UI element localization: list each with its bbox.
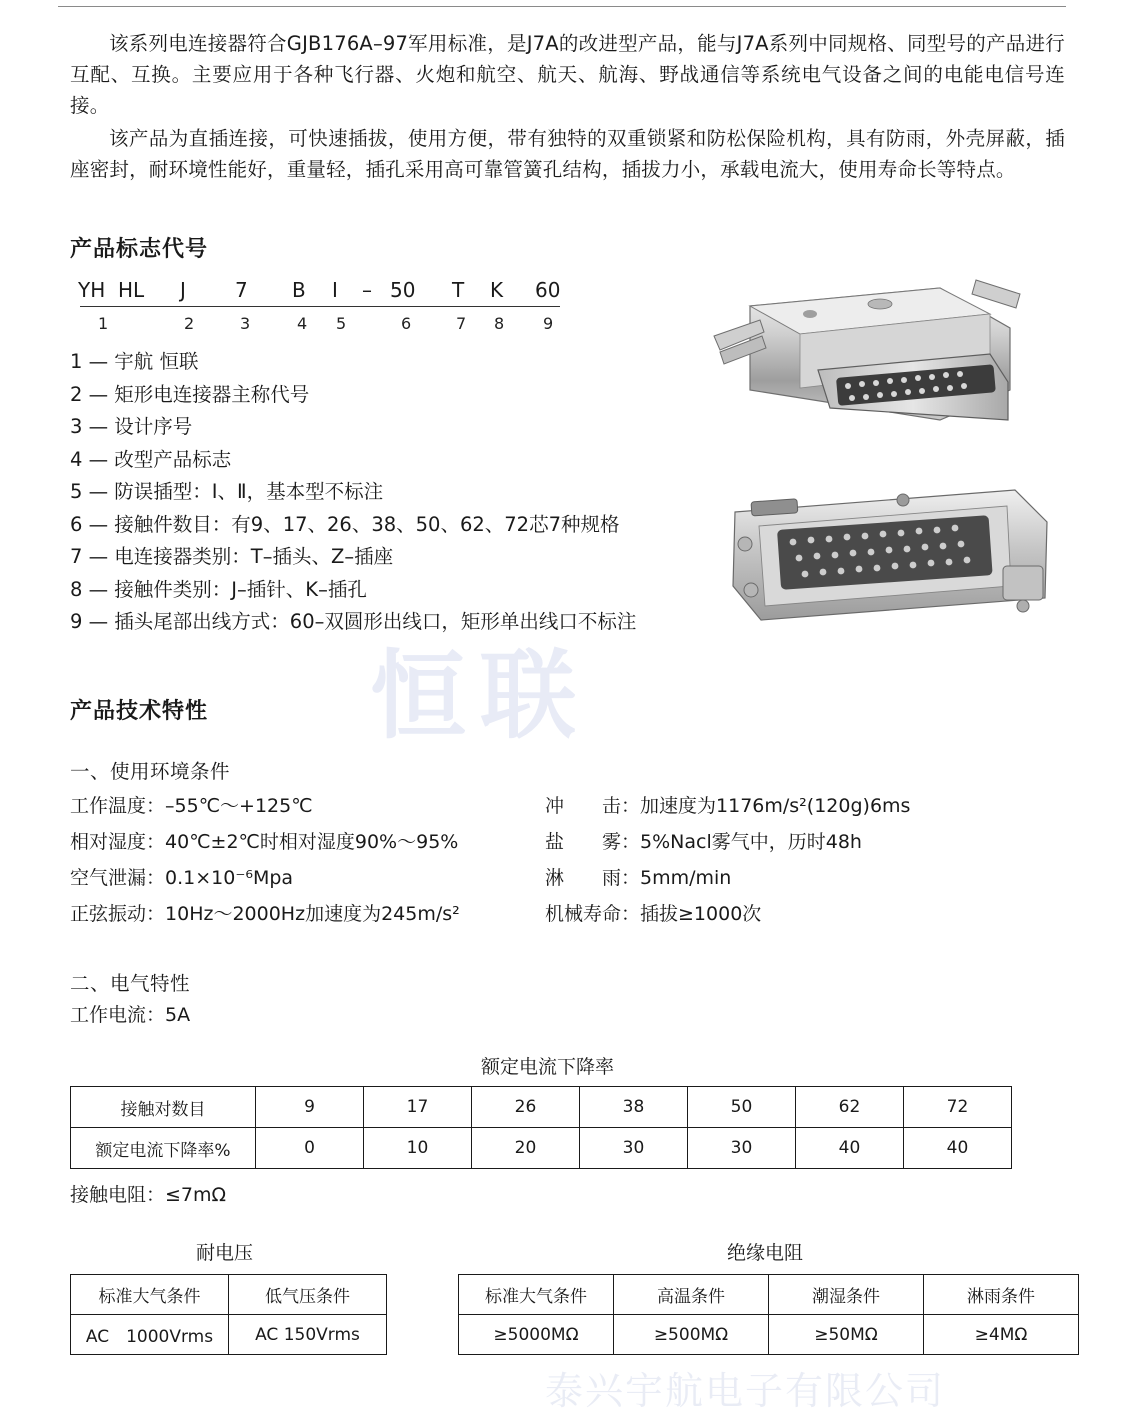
code-number-1: 1 (98, 314, 109, 333)
section-title-tech: 产品技术特性 (70, 699, 209, 724)
mark-code-numbers (70, 314, 590, 340)
table-withstand-voltage (70, 1274, 387, 1355)
derate-row2-c2: 10 (364, 1128, 472, 1169)
legend-item-6: 6 — 接触件数目：有9、17、26、38、50、62、72芯7种规格 (70, 512, 620, 536)
connector-photo-plug (715, 470, 1065, 665)
code-token-roman1: Ⅰ (332, 278, 338, 302)
spec-mech-life-label: 机械寿命： (545, 903, 641, 925)
derate-row1-header: 接触对数目 (71, 1087, 256, 1128)
code-number-4: 4 (297, 314, 308, 333)
code-number-7: 7 (456, 314, 467, 333)
code-number-2: 2 (184, 314, 195, 333)
spec-mech-life-value: 插拔≥1000次 (640, 903, 762, 925)
mark-code-tokens (70, 278, 590, 304)
table-row (459, 1275, 1079, 1315)
watermark-company: 泰兴宇航电子有限公司 (545, 1369, 946, 1413)
spec-mech-life (545, 896, 910, 932)
code-number-5: 5 (336, 314, 347, 333)
spec-vibration (70, 896, 460, 932)
derate-row1-c7: 72 (904, 1087, 1012, 1128)
derate-row2-c5: 30 (688, 1128, 796, 1169)
code-number-8: 8 (494, 314, 505, 333)
intro-text (70, 28, 1065, 187)
code-token-60: 60 (535, 278, 561, 302)
code-token-dash: – (362, 278, 372, 302)
code-token-hl: HL (118, 278, 145, 302)
code-number-6: 6 (401, 314, 412, 333)
mark-code-diagram (70, 278, 590, 333)
spec-salt-fog-label: 盐 雾： (545, 831, 641, 853)
insulation-value-4: ≥4MΩ (924, 1315, 1079, 1355)
watermark-brand: 恒联 (370, 640, 590, 752)
legend-item-9: 9 — 插头尾部出线方式：60–双圆形出线口，矩形单出线口不标注 (70, 610, 637, 633)
spec-rain (545, 860, 910, 896)
code-token-50: 50 (390, 278, 416, 302)
code-token-t: T (452, 278, 465, 302)
spec-air-leak (70, 860, 460, 896)
derate-row1-c3: 26 (472, 1087, 580, 1128)
spec-humidity-value: 40℃±2℃时相对湿度90%～95% (165, 831, 459, 853)
table-row (459, 1315, 1079, 1355)
spec-working-temp-value: –55℃～+125℃ (165, 795, 313, 817)
table-row (71, 1275, 387, 1315)
spec-shock-value: 加速度为1176m/s²(120g)6ms (640, 795, 911, 817)
subsection-env-conditions: 一、使用环境条件 (70, 760, 231, 783)
derate-row2-c3: 20 (472, 1128, 580, 1169)
spec-working-temp (70, 788, 460, 824)
intro-paragraph-2: 该产品为直插连接，可快速插拔，使用方便，带有独特的双重锁紧和防松保险机构，具有防雨，外壳屏蔽，插座密封，耐环境性能好，重量轻，插孔采用高可靠管簧孔结构，插拔力小，承载电流大，使用寿命长等特点。 (70, 127, 1065, 181)
code-number-9: 9 (543, 314, 554, 333)
voltage-value-1: AC 1000Vrms (71, 1315, 229, 1355)
table-insulation-caption: 绝缘电阻 (727, 1242, 804, 1264)
section-title-mark-code: 产品标志代号 (70, 237, 209, 262)
spec-contact-resistance: 接触电阻：≤7mΩ (70, 1184, 227, 1206)
voltage-header-1: 标准大气条件 (71, 1275, 229, 1315)
spec-salt-fog-value: 5%Nacl雾气中，历时48h (640, 831, 862, 853)
spec-vibration-value: 10Hz～2000Hz加速度为245m/s² (165, 903, 460, 925)
derate-row2-c4: 30 (580, 1128, 688, 1169)
derate-row1-c2: 17 (364, 1087, 472, 1128)
table-row (71, 1128, 1012, 1169)
spec-working-temp-label: 工作温度： (70, 795, 166, 817)
table-derating (70, 1086, 1012, 1169)
insulation-value-1: ≥5000MΩ (459, 1315, 614, 1355)
insulation-value-3: ≥50MΩ (769, 1315, 924, 1355)
spec-rain-value: 5mm/min (640, 867, 732, 889)
header-rule (58, 6, 1066, 7)
code-underline (80, 306, 560, 307)
code-token-yh: YH (78, 278, 106, 302)
spec-working-current: 工作电流：5A (70, 1004, 191, 1026)
derate-row1-c4: 38 (580, 1087, 688, 1128)
voltage-header-2: 低气压条件 (229, 1275, 387, 1315)
voltage-value-2: AC 150Vrms (229, 1315, 387, 1355)
spec-humidity (70, 824, 460, 860)
derate-row1-c5: 50 (688, 1087, 796, 1128)
spec-rain-label: 淋 雨： (545, 867, 641, 889)
legend-item-5: 5 — 防误插型：Ⅰ、Ⅱ，基本型不标注 (70, 480, 384, 503)
spec-vibration-label: 正弦振动： (70, 903, 166, 925)
derate-row2-c7: 40 (904, 1128, 1012, 1169)
spec-air-leak-label: 空气泄漏： (70, 867, 166, 889)
table-row (71, 1087, 1012, 1128)
insulation-header-3: 潮湿条件 (769, 1275, 924, 1315)
legend-item-2: 2 — 矩形电连接器主称代号 (70, 382, 310, 406)
insulation-header-2: 高温条件 (614, 1275, 769, 1315)
legend-item-4: 4 — 改型产品标志 (70, 447, 232, 471)
code-number-3: 3 (240, 314, 251, 333)
spec-shock (545, 788, 910, 824)
derate-row1-c1: 9 (256, 1087, 364, 1128)
spec-humidity-label: 相对湿度： (70, 831, 166, 853)
spec-shock-label: 冲 击： (545, 795, 641, 817)
connector-photo-receptacle (690, 270, 1070, 470)
legend-item-8: 8 — 接触件类别：J–插针、K–插孔 (70, 577, 367, 601)
legend-item-7: 7 — 电连接器类别：T–插头、Z–插座 (70, 545, 394, 568)
legend-item-3: 3 — 设计序号 (70, 415, 193, 438)
derate-row2-header: 额定电流下降率% (71, 1128, 256, 1169)
insulation-header-4: 淋雨条件 (924, 1275, 1079, 1315)
spec-air-leak-value: 0.1×10⁻⁶Mpa (165, 867, 294, 889)
derate-row1-c6: 62 (796, 1087, 904, 1128)
intro-paragraph-1: 该系列电连接器符合GJB176A–97军用标准，是J7A的改进型产品，能与J7A系列中同规格、同型号的产品进行互配、互换。主要应用于各种飞行器、火炮和航空、航天、航海、野战通信等系统电气设备之间的电能电信号连接。 (70, 32, 1065, 117)
env-specs-right (545, 788, 910, 932)
env-specs-left (70, 788, 460, 932)
derate-row2-c6: 40 (796, 1128, 904, 1169)
code-token-j: J (180, 278, 186, 302)
spec-salt-fog (545, 824, 910, 860)
subsection-electrical: 二、电气特性 (70, 972, 191, 995)
mark-code-legend (70, 346, 636, 639)
code-token-7: 7 (235, 278, 248, 302)
table-derate-caption: 额定电流下降率 (481, 1056, 615, 1078)
insulation-header-1: 标准大气条件 (459, 1275, 614, 1315)
table-row (71, 1315, 387, 1355)
insulation-value-2: ≥500MΩ (614, 1315, 769, 1355)
legend-item-1: 1 — 宇航 恒联 (70, 350, 199, 373)
table-voltage-caption: 耐电压 (196, 1242, 254, 1264)
derate-row2-c1: 0 (256, 1128, 364, 1169)
code-token-b: B (292, 278, 306, 302)
code-token-k: K (490, 278, 504, 302)
table-insulation-resistance (458, 1274, 1079, 1355)
